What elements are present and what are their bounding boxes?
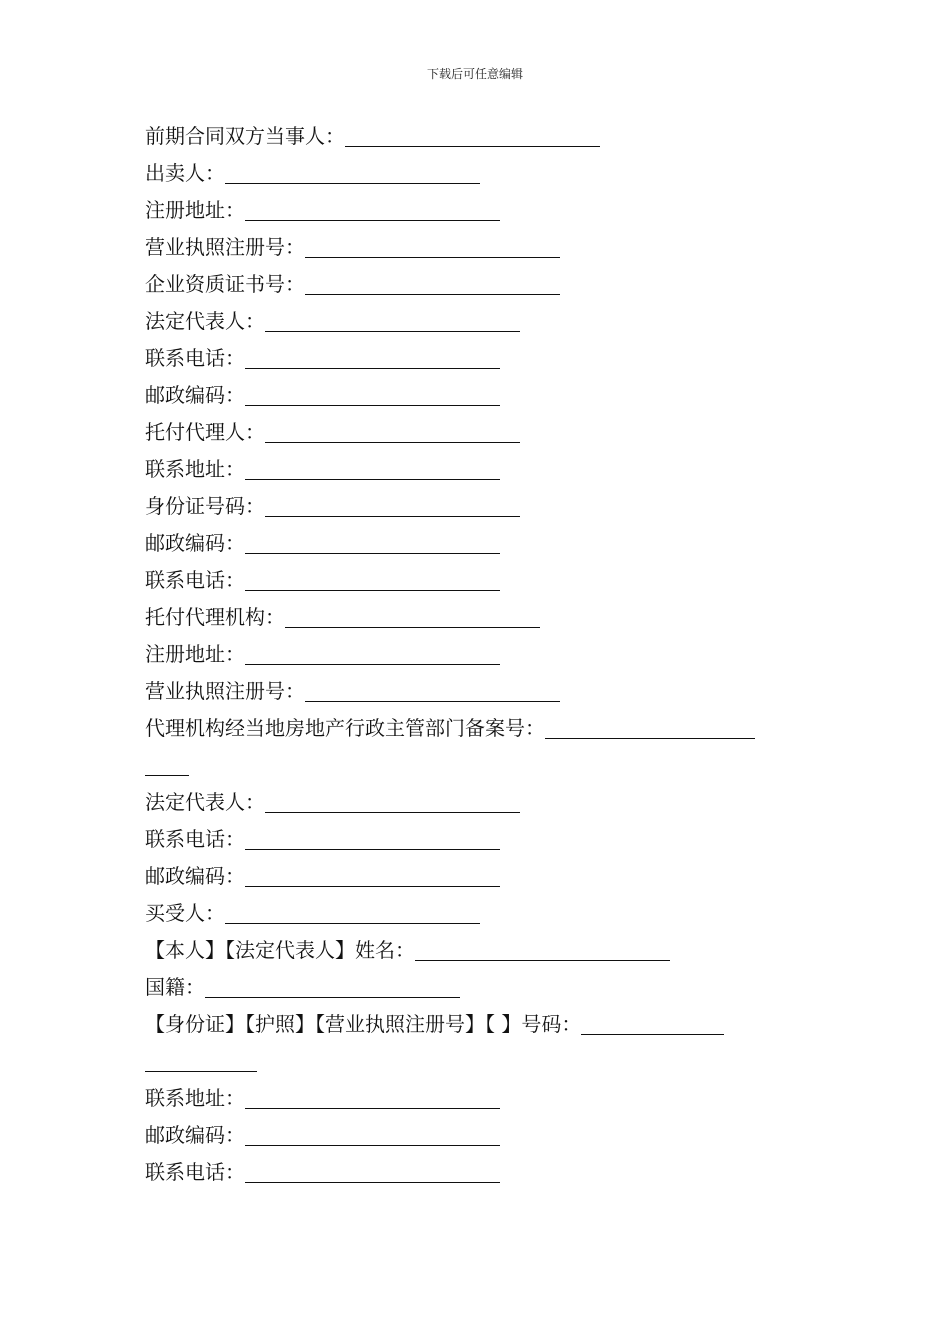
- field-label: 托付代理人：: [145, 420, 265, 444]
- field-label: 国籍：: [145, 975, 205, 999]
- fill-blank[interactable]: [305, 233, 560, 258]
- fill-blank[interactable]: [265, 788, 520, 813]
- page-header: 下载后可任意编辑: [426, 67, 523, 81]
- field-agency-reg-address: [145, 636, 810, 673]
- field-agent-postcode: [145, 525, 810, 562]
- fill-blank[interactable]: [245, 640, 500, 665]
- fill-blank[interactable]: [245, 344, 500, 369]
- fill-blank[interactable]: [285, 603, 540, 628]
- fill-blank[interactable]: [245, 196, 500, 221]
- fill-blank[interactable]: [265, 492, 520, 517]
- field-label: 邮政编码：: [145, 531, 245, 555]
- field-buyer-name: [145, 932, 810, 969]
- field-label: 邮政编码：: [145, 1123, 245, 1147]
- fill-blank[interactable]: [305, 677, 560, 702]
- fill-blank[interactable]: [345, 122, 600, 147]
- field-label: 联系电话：: [145, 568, 245, 592]
- fill-blank[interactable]: [205, 973, 460, 998]
- field-label: 出卖人：: [145, 161, 225, 185]
- fill-blank[interactable]: [545, 714, 755, 739]
- fill-blank[interactable]: [265, 418, 520, 443]
- field-buyer-id-no: [145, 1006, 810, 1043]
- field-agency-legal-rep: [145, 784, 810, 821]
- field-label: 买受人：: [145, 901, 225, 925]
- field-seller-postcode: [145, 377, 810, 414]
- field-label: 法定代表人：: [145, 790, 265, 814]
- field-label: 托付代理机构：: [145, 605, 285, 629]
- fill-blank[interactable]: [305, 270, 560, 295]
- field-buyer-phone: [145, 1154, 810, 1191]
- field-seller-phone: [145, 340, 810, 377]
- field-agency-license-no: [145, 673, 810, 710]
- field-label: 联系地址：: [145, 1086, 245, 1110]
- field-buyer-nationality: [145, 969, 810, 1006]
- field-seller: [145, 155, 810, 192]
- field-agency: [145, 599, 810, 636]
- field-label: 身份证号码：: [145, 494, 265, 518]
- field-label: 邮政编码：: [145, 383, 245, 407]
- field-buyer: [145, 895, 810, 932]
- field-label: 【本人】【法定代表人】姓名：: [145, 938, 415, 962]
- fill-blank-continued[interactable]: [145, 1047, 257, 1072]
- field-seller-license-no: [145, 229, 810, 266]
- field-buyer-address: [145, 1080, 810, 1117]
- field-label: 联系电话：: [145, 827, 245, 851]
- field-agency-record-no: [145, 710, 810, 747]
- field-label: 邮政编码：: [145, 864, 245, 888]
- field-label: 代理机构经当地房地产行政主管部门备案号：: [145, 716, 545, 740]
- fill-blank[interactable]: [245, 455, 500, 480]
- fill-blank[interactable]: [245, 825, 500, 850]
- field-agent-phone: [145, 562, 810, 599]
- field-label: 营业执照注册号：: [145, 679, 305, 703]
- fill-blank[interactable]: [225, 159, 480, 184]
- field-label: 【身份证】【护照】【营业执照注册号】【 】号码：: [145, 1012, 582, 1036]
- fill-blank[interactable]: [245, 1121, 500, 1146]
- field-label: 企业资质证书号：: [145, 272, 305, 296]
- field-label: 营业执照注册号：: [145, 235, 305, 259]
- field-buyer-postcode: [145, 1117, 810, 1154]
- field-buyer-id-no-continued: [145, 1043, 810, 1080]
- fill-blank[interactable]: [245, 1158, 500, 1183]
- field-label: 前期合同双方当事人：: [145, 124, 345, 148]
- fill-blank[interactable]: [245, 566, 500, 591]
- field-agency-record-no-continued: [145, 747, 810, 784]
- fill-blank[interactable]: [225, 899, 480, 924]
- field-seller-reg-address: [145, 192, 810, 229]
- fill-blank[interactable]: [415, 936, 670, 961]
- fill-blank[interactable]: [245, 529, 500, 554]
- field-agent-id-no: [145, 488, 810, 525]
- fill-blank[interactable]: [245, 862, 500, 887]
- contract-party-form: [145, 118, 810, 1191]
- fill-blank[interactable]: [581, 1010, 724, 1035]
- field-seller-legal-rep: [145, 303, 810, 340]
- field-label: 联系电话：: [145, 346, 245, 370]
- fill-blank[interactable]: [245, 1084, 500, 1109]
- fill-blank[interactable]: [245, 381, 500, 406]
- field-agent: [145, 414, 810, 451]
- field-label: 注册地址：: [145, 642, 245, 666]
- field-label: 联系电话：: [145, 1160, 245, 1184]
- field-seller-qualification-no: [145, 266, 810, 303]
- fill-blank[interactable]: [265, 307, 520, 332]
- field-label: 联系地址：: [145, 457, 245, 481]
- fill-blank-continued[interactable]: [145, 751, 189, 776]
- field-agency-phone: [145, 821, 810, 858]
- field-label: 法定代表人：: [145, 309, 265, 333]
- field-agent-address: [145, 451, 810, 488]
- field-agency-postcode: [145, 858, 810, 895]
- field-parties: [145, 118, 810, 155]
- field-label: 注册地址：: [145, 198, 245, 222]
